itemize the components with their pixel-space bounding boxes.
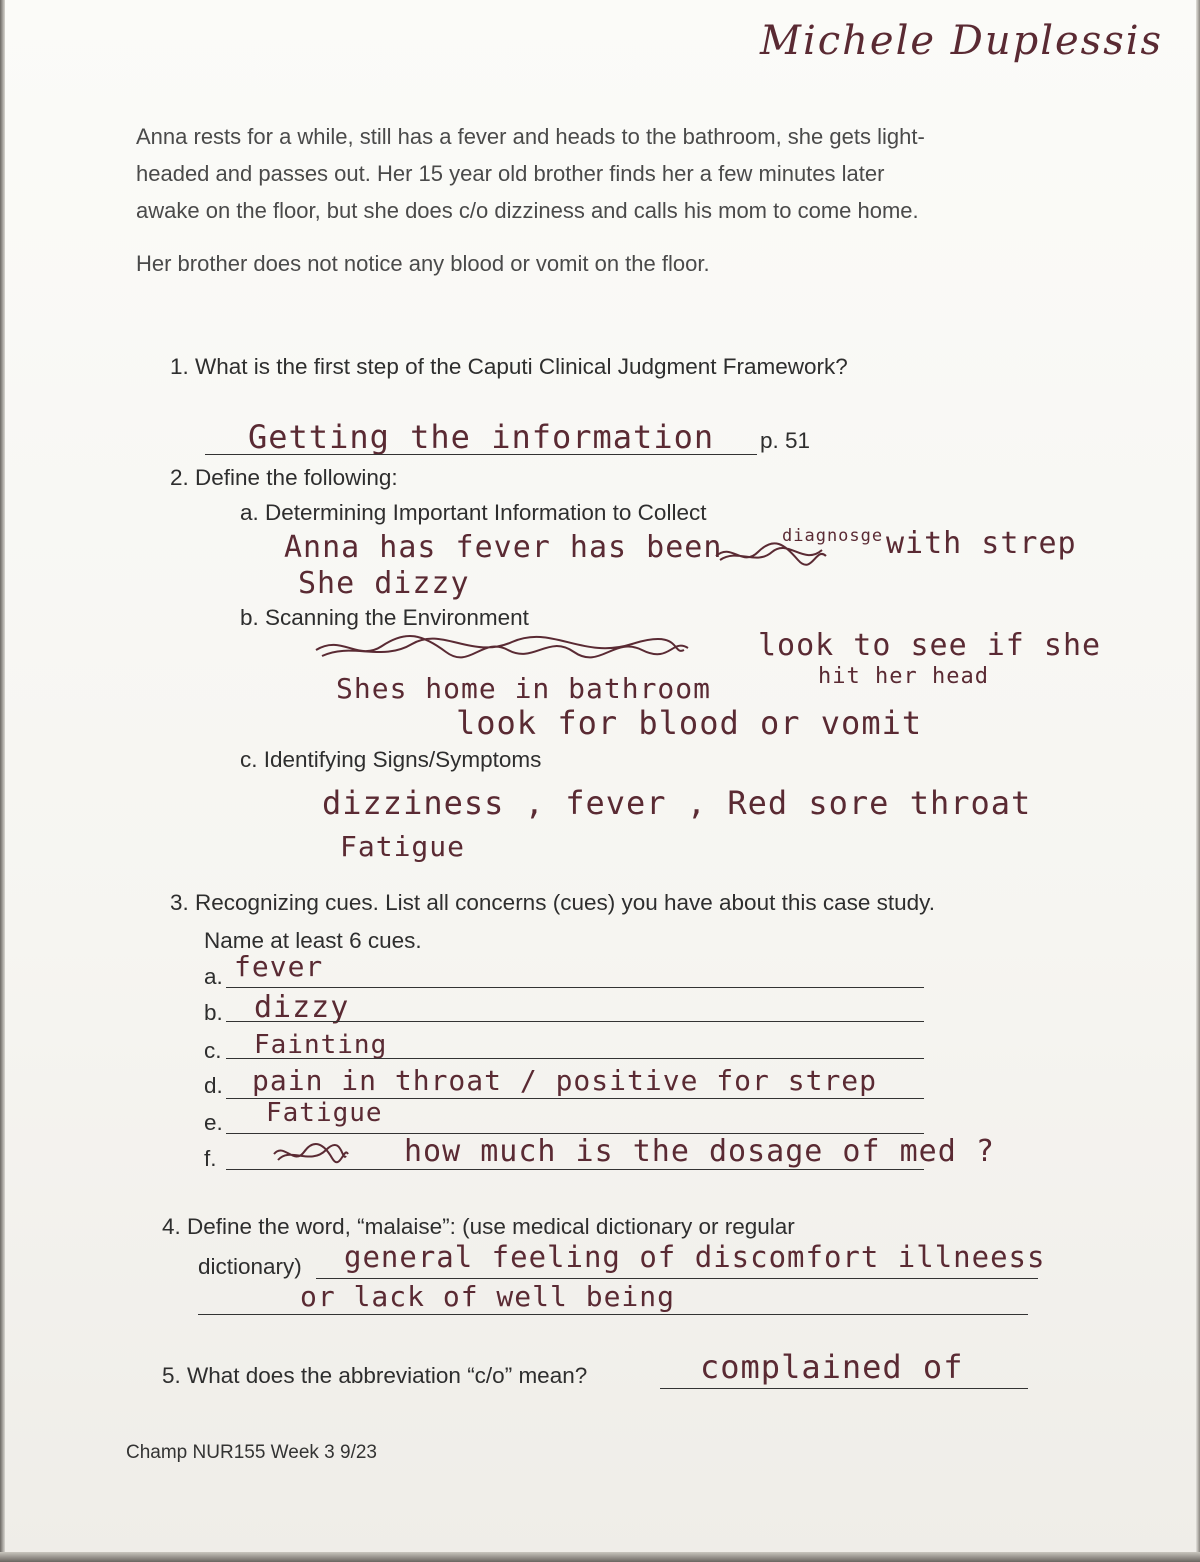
answer-4-line	[316, 1278, 1038, 1279]
answer-2a-line-2: She dizzy	[298, 566, 470, 601]
question-3-line-2: Name at least 6 cues.	[204, 928, 422, 953]
cue-answer: how much is the dosage of med ?	[404, 1134, 995, 1169]
cue-line	[226, 1058, 924, 1059]
answer-1-page-ref: p. 51	[760, 428, 811, 453]
footer-course-label: Champ NUR155 Week 3 9/23	[126, 1442, 377, 1463]
question-1: 1. What is the first step of the Caputi Clinical Judgment Framework?	[170, 354, 848, 379]
page-shadow-right	[1196, 0, 1200, 1562]
cue-letter: a.	[204, 964, 223, 989]
cue-letter: d.	[204, 1073, 223, 1098]
question-2b-label: b. Scanning the Environment	[240, 605, 529, 630]
answer-2a-tail: with strep	[886, 526, 1077, 561]
case-text-line-1: Anna rests for a while, still has a fever and heads to the bathroom, she gets light-	[136, 124, 925, 149]
cue-letter: e.	[204, 1110, 223, 1135]
answer-1-line	[205, 454, 757, 455]
answer-2b-line-2: look for blood or vomit	[456, 704, 923, 742]
case-text-line-3: awake on the floor, but she does c/o dizziness and calls his mom to come home.	[136, 198, 919, 223]
answer-5: complained of	[700, 1348, 964, 1386]
question-4: 4. Define the word, “malaise”: (use medical dictionary or regular	[162, 1214, 795, 1239]
question-2c-label: c. Identifying Signs/Symptoms	[240, 747, 542, 772]
question-4-line-2: dictionary)	[198, 1254, 302, 1279]
answer-2b-right-1: look to see if she	[758, 628, 1102, 663]
cue-letter: b.	[204, 1000, 223, 1025]
student-name: Michele Duplessis	[760, 18, 1164, 64]
answer-4-line-1: general feeling of discomfort illneess	[344, 1240, 1046, 1274]
scribble-icon	[312, 632, 692, 666]
cue-answer: Fainting	[254, 1030, 388, 1060]
answer-4-line-2: or lack of well being	[300, 1280, 676, 1313]
page-shadow-left	[0, 0, 5, 1562]
answer-2b-right-2: hit her head	[818, 664, 989, 689]
answer-2a-note: diagnosge	[782, 526, 884, 546]
case-text-line-4: Her brother does not notice any blood or vomit on the floor.	[136, 251, 710, 276]
question-5: 5. What does the abbreviation “c/o” mean?	[162, 1363, 588, 1388]
answer-2c-line-1: dizziness , fever , Red sore throat	[322, 784, 1032, 822]
cue-letter: f.	[204, 1146, 217, 1171]
scribble-icon	[270, 1140, 352, 1168]
answer-2b-line-1: Shes home in bathroom	[336, 672, 712, 705]
answer-2c-line-2: Fatigue	[340, 830, 466, 863]
cue-answer: Fatigue	[266, 1098, 383, 1128]
answer-2a-line-1: Anna has fever has been	[284, 530, 723, 565]
cue-answer: dizzy	[254, 990, 350, 1025]
question-3-line-1: 3. Recognizing cues. List all concerns (cues) you have about this case study.	[170, 890, 935, 915]
answer-4-line	[198, 1314, 1028, 1315]
case-text-line-2: headed and passes out. Her 15 year old brother finds her a few minutes later	[136, 161, 885, 186]
answer-5-line	[660, 1388, 1028, 1389]
answer-1: Getting the information	[248, 418, 715, 456]
cue-letter: c.	[204, 1038, 222, 1063]
cue-line	[226, 1021, 924, 1022]
cue-answer: pain in throat / positive for strep	[252, 1064, 878, 1097]
page-shadow-bottom	[0, 1552, 1200, 1562]
cue-line	[226, 987, 924, 988]
cue-line	[226, 1169, 924, 1170]
question-2: 2. Define the following:	[170, 465, 398, 490]
question-2a-label: a. Determining Important Information to Collect	[240, 500, 707, 525]
cue-answer: fever	[234, 950, 324, 983]
